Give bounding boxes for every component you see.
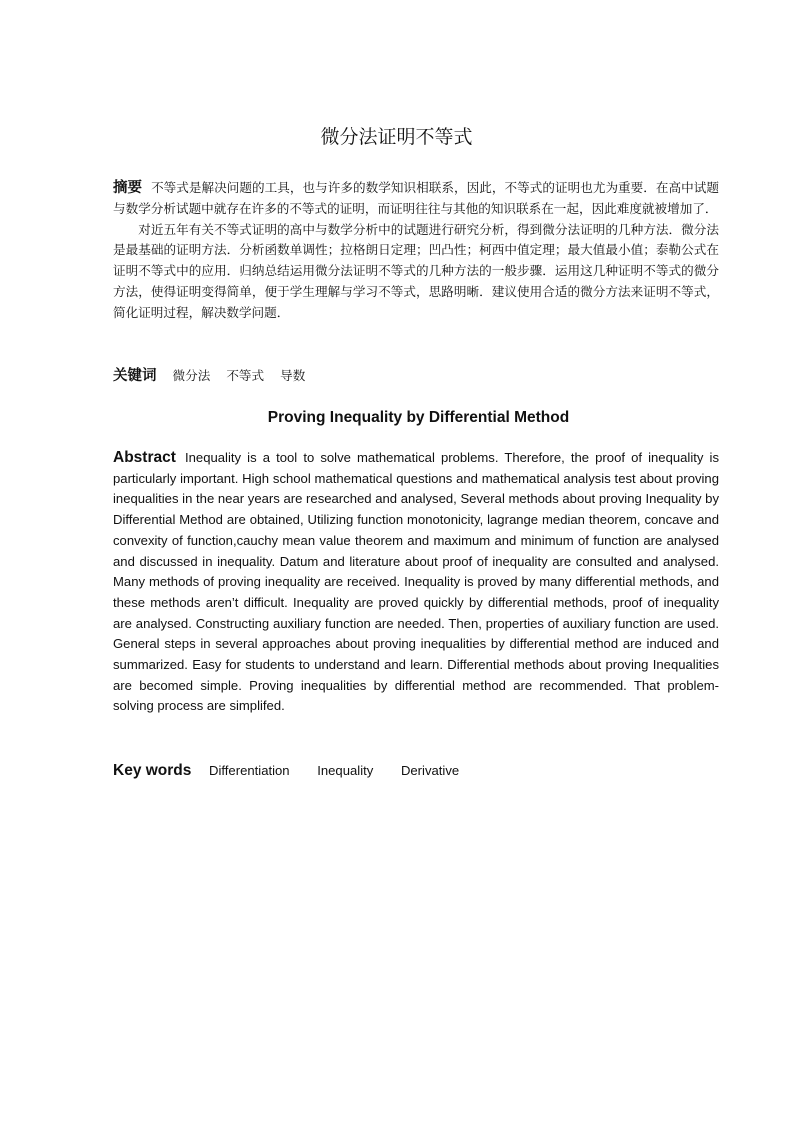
english-abstract-label: Abstract [113,449,176,466]
english-keyword: Inequality [317,763,374,778]
chinese-keywords [113,366,719,386]
english-abstract-paragraph [113,448,719,717]
english-title: Proving Inequality by Differential Method [267,409,570,426]
chinese-keyword: 导数 [280,368,306,383]
english-keyword: Derivative [400,763,460,778]
chinese-abstract-paragraph-2: 对近五年有关不等式证明的高中与数学分析中的试题进行研究分析，得到微分法证明的几种方法．微分法是最基础的证明方法．分析函数单调性；拉格朗日定理；凹凸性；柯西中值定理；最大值最小值；泰勒公式在证明不等式中的应用．归纳总结运用微分法证明不等式的几种方法的一般步骤．运用这几种证明不等式的微分方法，使得证明变得简单，便于学生理解与学习不等式，思路明晰．建议使用合适的微分方法来证明不等式，简化证明过程，解决数学问题． [113,221,719,320]
english-abstract [113,448,719,717]
english-keywords [113,760,719,782]
chinese-keyword: 微分法 [172,368,211,383]
chinese-abstract-text-1: 不等式是解决问题的工具，也与许多的数学知识相联系，因此，不等式的证明也尤为重要．在高中试题与数学分析试题中就存在许多的不等式的证明，而证明往往与其他的知识联系在一起，因此难度就被增加了． [113,180,720,216]
chinese-keyword: 不等式 [226,368,265,383]
english-abstract-text: Inequality is a tool to solve mathematical problems. Therefore, the proof of inequality is particularly important. High school mathematical questions and mathematical analysis test about proving inequalities in the near years are researched and analysed, Several methods about proving Inequality by Differential Method are obtained, Utilizing function monotonicity, lagrange median theorem, concave and convexity of function,cauchy mean value theorem and maximum and minimum of function are analysed and discussed in inequality. Datum and literature about proof of inequality are consulted and analysed. Many methods of proving inequality are received. Inequality is proved by many differential methods, and these methods aren’t difficult. Inequality are proved quickly by differential methods, proof of inequality are analysed. Constructing auxiliary function are needed. Then, properties of auxiliary function are used. General steps in several approaches about proving inequalities by differential method are induced and summarized. Easy for students to understand and learn. Differential methods about proving Inequalities are becomed simple. Proving inequalities by differential method are recommended. That problem-solving process are simplifed. [113,450,719,714]
english-keyword: Differentiation [209,763,290,778]
chinese-abstract-paragraph-1 [113,178,719,220]
chinese-title: 微分法证明不等式 [320,126,473,148]
chinese-abstract [113,178,719,324]
english-keywords-label: Key words [113,762,192,779]
chinese-abstract-label: 摘要 [113,180,143,196]
chinese-keywords-label: 关键词 [113,368,157,384]
